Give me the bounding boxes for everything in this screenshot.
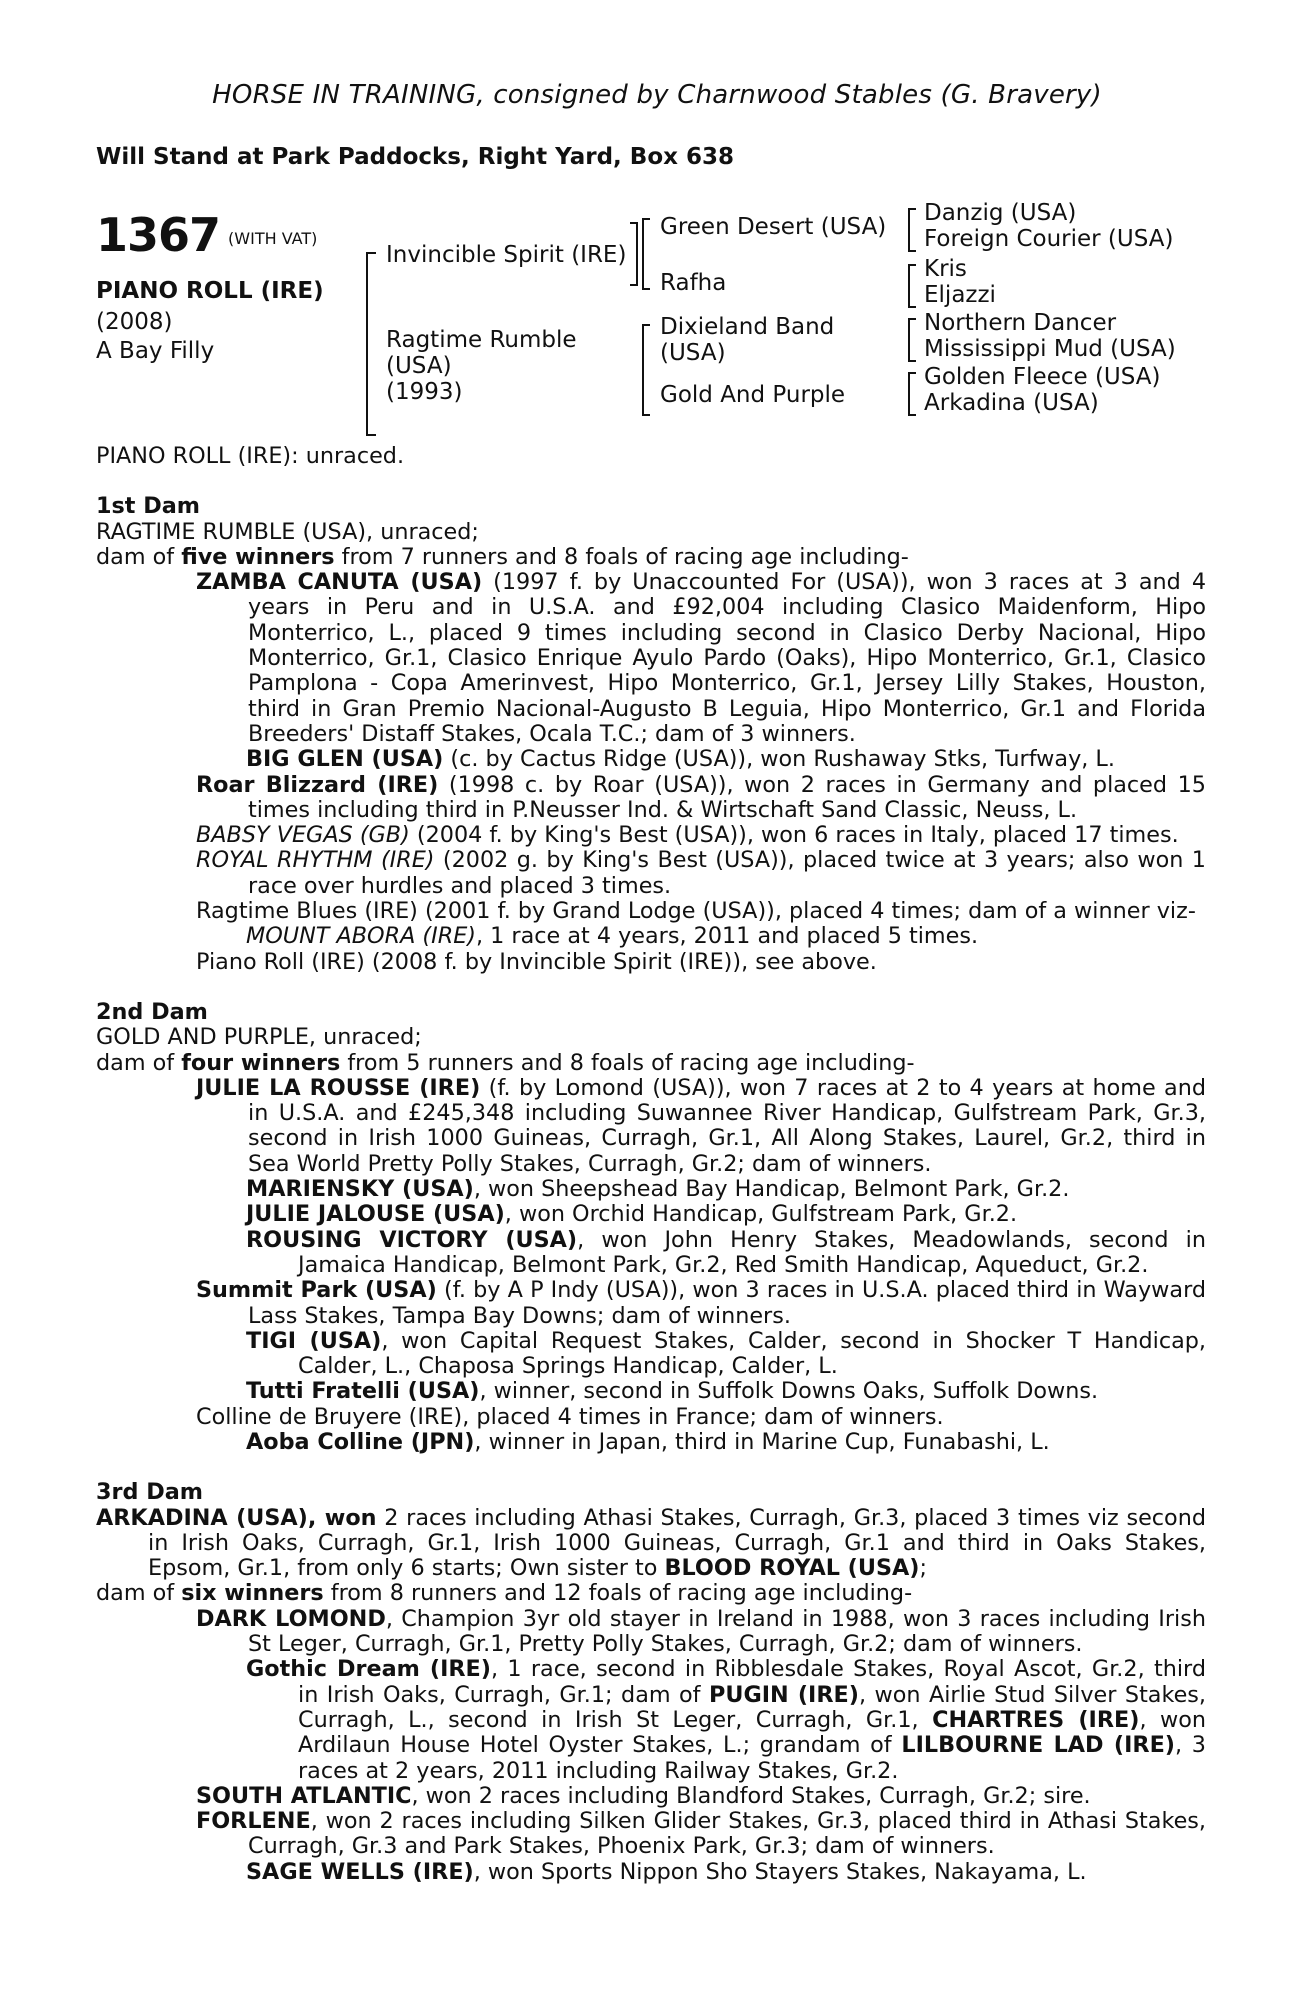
gen3-brace-1 [908, 208, 916, 252]
gen3-brace-3 [908, 318, 916, 362]
second-dam-produce: dam of four winners from 5 runners and 8 foals of racing age including- [96, 1049, 915, 1076]
produce-entry: ROUSING VICTORY (USA), won John Henry Stakes, Meadowlands, second in Jamaica Handicap, Belmont Park, Gr.2, Red Smith Handicap, Aqueduct, Gr.2. [246, 1226, 1207, 1278]
ssd: Foreign Courier (USA) [924, 226, 1174, 252]
third-dam-produce: dam of six winners from 8 runners and 12 foals of racing age including- [96, 1580, 913, 1607]
dam-sire-line-2: (USA) [660, 340, 726, 366]
first-dam-line: RAGTIME RUMBLE (USA), unraced; [96, 518, 479, 545]
produce-entry: MOUNT ABORA (IRE), 1 race at 4 years, 2011 and placed 5 times. [246, 923, 979, 950]
race-summary: PIANO ROLL (IRE): unraced. [96, 443, 405, 469]
produce-entry: JULIE LA ROUSSE (IRE) (f. by Lomond (USA)), won 7 races at 2 to 4 years at home and in U.S.A. and £245,348 including Suwannee River Handicap, Gulfstream Park, Gr.3, second in Irish 1000 Guineas, Curragh, Gr.1, All Along Stakes, Laurel, Gr.2, third in Sea World Pretty Polly Stakes, Curragh, Gr.2; dam of winners. [196, 1074, 1206, 1177]
dam-line-2: (USA) [386, 353, 452, 379]
sire-dam: Rafha [660, 270, 727, 296]
gen3-brace-4 [908, 372, 916, 416]
third-dam-heading: 3rd Dam [96, 1479, 204, 1506]
produce-entry: DARK LOMOND, Champion 3yr old stayer in Ireland in 1988, won 3 races including Irish St Leger, Curragh, Gr.1, Pretty Polly Stakes, Curragh, Gr.2; dam of winners. [196, 1605, 1206, 1658]
third-dam-line: ARKADINA (USA), won 2 races including Athasi Stakes, Curragh, Gr.3, placed 3 times viz second in Irish Oaks, Curragh, Gr.1, Irish 1000 Guineas, Curragh, Gr.1 and third in Oaks Stakes, Epsom, Gr.1, from only 6 starts; Own sister to BLOOD ROYAL (USA); [96, 1504, 1206, 1582]
dsd: Mississippi Mud (USA) [924, 336, 1176, 362]
horse-name: PIANO ROLL (IRE) [96, 278, 324, 304]
sire-brace-right [642, 218, 650, 290]
dds: Golden Fleece (USA) [924, 364, 1161, 390]
ddd: Arkadina (USA) [924, 390, 1099, 416]
produce-entry: ZAMBA CANUTA (USA) (1997 f. by Unaccounted For (USA)), won 3 races at 3 and 4 years in Peru and in U.S.A. and £92,004 including Clasico Maidenform, Hipo Monterrico, L., placed 9 times including second in Clasico Derby Nacional, Hipo Monterrico, Gr.1, Clasico Enrique Ayulo Pardo (Oaks), Hipo Monterrico, Gr.1, Clasico Pamplona - Copa Amerinvest, Hipo Monterrico, Gr.1, Jersey Lilly Stakes, Houston, third in Gran Premio Nacional-Augusto B Leguia, Hipo Monterrico, Gr.1 and Florida Breeders' Distaff Stakes, Ocala T.C.; dam of 3 winners. [196, 569, 1207, 747]
produce-entry: MARIENSKY (USA), won Sheepshead Bay Handicap, Belmont Park, Gr.2. [246, 1176, 1070, 1203]
produce-entry: ROYAL RHYTHM (IRE) (2002 g. by King's Best (USA)), placed twice at 3 years; also won 1 race over hurdles and placed 3 times. [196, 847, 1206, 899]
sds: Kris [924, 256, 967, 282]
produce-entry: FORLENE, won 2 races including Silken Glider Stakes, Gr.3, placed third in Athasi Stakes, Curragh, Gr.3 and Park Stakes, Phoenix Park, Gr.3; dam of winners. [196, 1808, 1206, 1860]
lot-number: 1367 [96, 208, 221, 262]
produce-entry: Piano Roll (IRE) (2008 f. by Invincible Spirit (IRE)), see above. [196, 948, 877, 975]
horse-description: A Bay Filly [96, 338, 215, 364]
pedigree-block [96, 196, 1246, 436]
sire: Invincible Spirit (IRE) [386, 242, 627, 268]
pedigree-brace [366, 252, 376, 436]
produce-entry: TIGI (USA), won Capital Request Stakes, Calder, second in Shocker T Handicap, Calder, L., Chaposa Springs Handicap, Calder, L. [246, 1327, 1206, 1380]
second-dam-heading: 2nd Dam [96, 998, 208, 1025]
catalogue-body [96, 444, 1206, 1885]
dam-dam: Gold And Purple [660, 382, 846, 408]
sdd: Eljazzi [924, 282, 996, 308]
produce-entry: BIG GLEN (USA) (c. by Cactus Ridge (USA)), won Rushaway Stks, Turfway, L. [246, 746, 1115, 773]
lot-line [96, 208, 317, 262]
produce-entry: JULIE JALOUSE (USA), won Orchid Handicap, Gulfstream Park, Gr.2. [246, 1201, 1018, 1228]
dam-brace [642, 324, 650, 416]
vat-label: (WITH VAT) [228, 229, 318, 248]
produce-entry: Summit Park (USA) (f. by A P Indy (USA)), won 3 races in U.S.A. placed third in Wayward Lass Stakes, Tampa Bay Downs; dam of winners. [196, 1277, 1206, 1329]
gen3-brace-2 [908, 264, 916, 308]
produce-entry: Tutti Fratelli (USA), winner, second in Suffolk Downs Oaks, Suffolk Downs. [246, 1378, 1099, 1405]
sire-sire: Green Desert (USA) [660, 214, 887, 240]
dam-line-3: (1993) [386, 379, 463, 405]
dss: Northern Dancer [924, 310, 1117, 336]
produce-entry: SAGE WELLS (IRE), won Sports Nippon Sho Stayers Stakes, Nakayama, L. [246, 1858, 1087, 1885]
sss: Danzig (USA) [924, 200, 1077, 226]
produce-entry: Gothic Dream (IRE), 1 race, second in Ribblesdale Stakes, Royal Ascot, Gr.2, third in Irish Oaks, Curragh, Gr.1; dam of PUGIN (IRE), won Airlie Stud Silver Stakes, Curragh, L., second in Irish St Leger, Curragh, Gr.1, CHARTRES (IRE), won Ardilaun House Hotel Oyster Stakes, L.; grandam of LILBOURNE LAD (IRE), 3 races at 2 years, 2011 including Railway Stakes, Gr.2. [246, 1656, 1207, 1784]
dam-sire-line-1: Dixieland Band [660, 314, 835, 340]
first-dam-produce: dam of five winners from 7 runners and 8 foals of racing age including- [96, 543, 909, 570]
first-dam-heading: 1st Dam [96, 493, 200, 520]
produce-entry: Roar Blizzard (IRE) (1998 c. by Roar (USA)), won 2 races in Germany and placed 15 times including third in P.Neusser Ind. & Wirtschaft Sand Classic, Neuss, L. [196, 771, 1206, 823]
page-header: HORSE IN TRAINING, consigned by Charnwood Stables (G. Bravery) [212, 80, 1102, 110]
second-dam-line: GOLD AND PURPLE, unraced; [96, 1024, 422, 1051]
produce-entry: SOUTH ATLANTIC, won 2 races including Blandford Stakes, Curragh, Gr.2; sire. [196, 1782, 1091, 1809]
produce-entry: Colline de Bruyere (IRE), placed 4 times in France; dam of winners. [196, 1403, 944, 1430]
stand-location: Will Stand at Park Paddocks, Right Yard, Box 638 [96, 144, 734, 170]
produce-entry: Ragtime Blues (IRE) (2001 f. by Grand Lodge (USA)), placed 4 times; dam of a winner viz- [196, 898, 1196, 925]
sire-brace [630, 222, 638, 286]
horse-year: (2008) [96, 309, 173, 335]
produce-entry: BABSY VEGAS (GB) (2004 f. by King's Best (USA)), won 6 races in Italy, placed 17 times. [196, 822, 1179, 849]
produce-entry: Aoba Colline (JPN), winner in Japan, third in Marine Cup, Funabashi, L. [246, 1428, 1050, 1455]
dam-line-1: Ragtime Rumble [386, 327, 577, 353]
